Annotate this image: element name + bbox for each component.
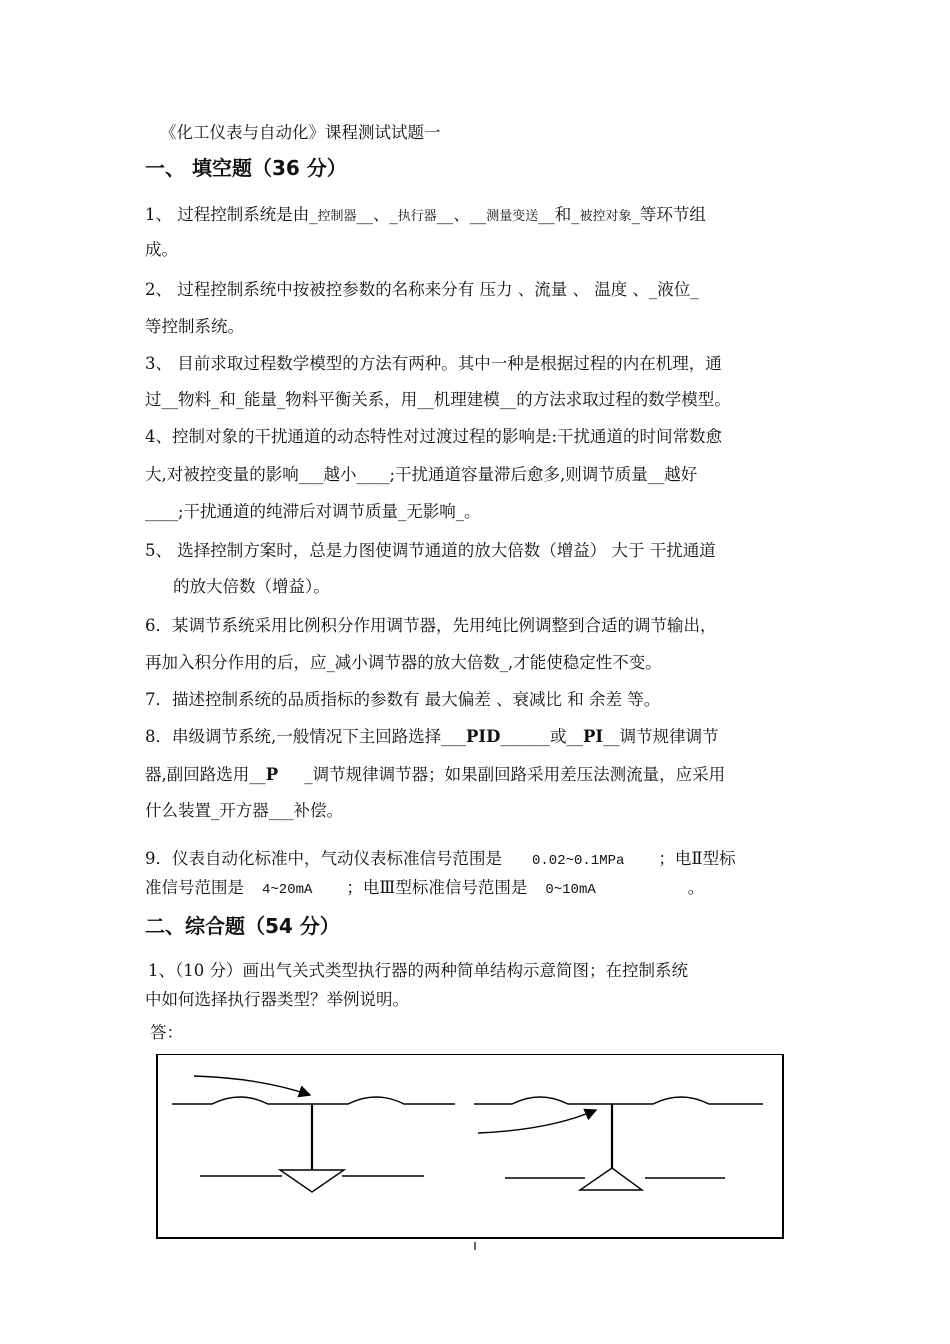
question-5-line2: 的放大倍数（增益）。	[173, 577, 330, 596]
q1-text-end: _等环节组	[631, 205, 706, 224]
q9-text: ；电Ⅲ型标准信号范围是	[346, 878, 528, 897]
q1-sep: __、_	[356, 205, 398, 224]
q8-answer-pi: PI	[582, 727, 604, 746]
section2-question-1: 1、（10 分）画出气关式类型执行器的两种简单结构示意简图；在控制系统	[148, 961, 688, 980]
q8-answer-p: P	[265, 765, 279, 784]
answer-label: 答：	[150, 1023, 183, 1042]
q1-sep: __、__	[436, 205, 487, 224]
q9-text-end: 。	[687, 878, 705, 897]
q8-text: __调节规律调节	[603, 727, 719, 746]
q9-text: 准信号范围是	[145, 878, 244, 897]
question-2-line2: 等控制系统。	[145, 317, 244, 336]
answer-diagram-frame	[156, 1054, 784, 1239]
q1-answer-4: 被控对象	[579, 209, 632, 224]
q8-answer-pid: PID	[466, 727, 501, 746]
question-8-line3: 什么装置_开方器___补偿。	[145, 801, 343, 820]
q9-pneumatic-range: 0.02~0.1MPa	[532, 853, 625, 869]
question-6-line2: 再加入积分作用的后，应_减小调节器的放大倍数_,才能使稳定性不变。	[145, 653, 662, 672]
q8-text: ______或__	[500, 727, 583, 746]
q8-text: _调节规律调节器；如果副回路采用差压法测流量，应采用	[278, 765, 726, 784]
question-8-line2	[145, 761, 725, 785]
q8-text: 8．串级调节系统,一般情况下主回路选择___	[145, 727, 466, 746]
section1-heading: 一、 填空题（36 分）	[145, 156, 347, 180]
q8-text: 器,副回路选用__	[145, 765, 266, 784]
q1-sep: __和_	[538, 205, 580, 224]
section2-question-1-line2: 中如何选择执行器类型？举例说明。	[145, 990, 409, 1009]
q9-text: ；电Ⅱ型标	[658, 849, 736, 868]
section2-heading: 二、综合题（54 分）	[145, 914, 340, 938]
question-2: 2、 过程控制系统中按被控参数的名称来分有 压力 、流量 、 温度 、_液位_	[145, 280, 699, 299]
question-3-line2: 过__物料_和_能量_物料平衡关系，用__机理建模__的方法求取过程的数学模型。	[145, 390, 731, 409]
question-4-line3: ____;干扰通道的纯滞后对调节质量_无影响_。	[145, 502, 481, 521]
question-4: 4、控制对象的干扰通道的动态特性对过渡过程的影响是:干扰通道的时间常数愈	[145, 427, 723, 446]
page-title: 《化工仪表与自动化》课程测试试题一	[160, 123, 441, 142]
q1-answer-3: 测量变送	[486, 209, 539, 224]
question-8	[145, 723, 719, 747]
q9-type2-range: 4~20mA	[262, 882, 313, 898]
question-1	[145, 201, 706, 225]
question-9	[145, 845, 736, 869]
q9-type3-range: 0~10mA	[545, 882, 596, 898]
q9-text: 9．仪表自动化标准中，气动仪表标准信号范围是	[145, 849, 502, 868]
question-5: 5、 选择控制方案时，总是力图使调节通道的放大倍数（增益） 大于 干扰通道	[145, 541, 716, 560]
q1-answer-1: 控制器	[317, 209, 357, 224]
question-4-line2: 大,对被控变量的影响___越小____;干扰通道容量滞后愈多,则调节质量__越好	[145, 465, 698, 484]
question-7: 7．描述控制系统的品质指标的参数有 最大偏差 、衰减比 和 余差 等。	[145, 690, 661, 709]
question-9-line2	[145, 874, 704, 898]
question-1-line2: 成。	[145, 240, 178, 259]
q1-text: 1、 过程控制系统是由_	[145, 205, 318, 224]
q1-answer-2: 执行器	[397, 209, 437, 224]
question-3: 3、 目前求取过程数学模型的方法有两种。其中一种是根据过程的内在机理，通	[145, 354, 722, 373]
question-6: 6．某调节系统采用比例积分作用调节器，先用纯比例调整到合适的调节输出，	[145, 616, 717, 635]
